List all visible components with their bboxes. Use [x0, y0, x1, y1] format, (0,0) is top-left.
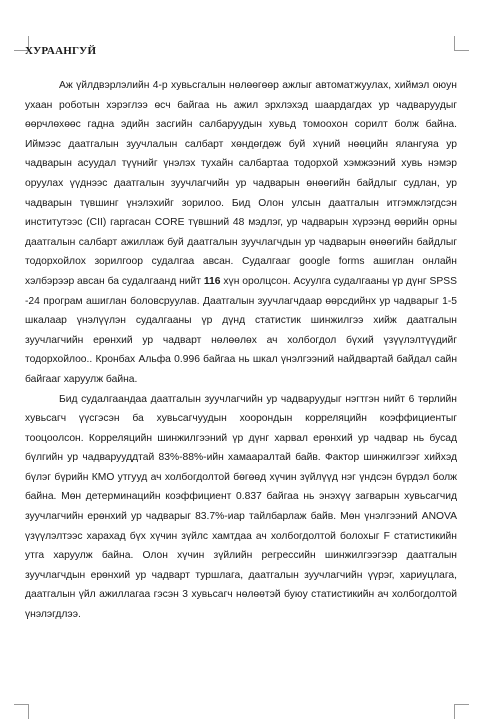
participant-count: 116 — [203, 275, 221, 287]
paragraph-1-text-b: хүн оролцсон. Асуулга судалгааны үр дүнг SPSS -24 програм ашиглан боловсруулав. Даатгалын зуучлагчдаар өөрсдийнх ур чадварыг 1-5 шкалаар үнэлүүлэн судалгааны үр дүнд статистик шинжилгээ хийж даатгалын зуучлагчийн ерөнхий ур чадварт нөлөөлөх ач холбогдол бүхий үзүүлэлтүүдийг тодорхойлоо.. Кронбах Альфа 0.996 байгаа нь шкал үнэлгээний найдвартай байдал сайн байгааг харуулж байна. — [25, 275, 457, 385]
paragraph-2: Бид судалгаандаа даатгалын зуучлагчийн ур чадваруудыг нэгтгэн нийт 6 төрлийн хувьсагч үүсгэсэн ба хувьсагчуудын хоорондын корреляцийн коэффициентыг тооцоолсон. Корреляцийн шинжилгээний үр дүнг харвал ерөнхий ур чадвар нь бусад бүлгийн ур чадварууддтай 83%-88%-ийн хамааралтай байв. Фактор шинжилгээг хийхэд бүлэг бүрийн КМО утгууд ач холбогдолтой бөгөөд хүчин зүйлүүд нэг үндсэн бүрдэл болж байна. Мөн детерминацийн коэффициент 0.837 байгаа нь энэхүү загварын хувьсагчид зуучлагчийн ерөнхий ур чадварыг 83.7%-иар тайлбарлаж байв. Мөн үнэлгээний ANOVA үзүүлэлтээс харахад бүх хүчин зүйлс хамтдаа ач холбогдолтой болохыг F статистикийн утга харуулж байна. Олон хүчин зүйлийн регрессийн шинжилгээгээр даатгалын зуучлагчдын ерөнхий ур чадварт туршлага, даатгалын зуучлагчийн үүрэг, хариуцлага, даатгалын үйл ажиллагаа гэсэн 3 хувьсагч нөлөөтэй буюу статистикийн ач холбогдолтой үнэлэгдлээ. — [25, 393, 457, 621]
paragraph-1-text-a: Аж үйлдвэрлэлийн 4-р хувьсгалын нөлөөгөөр ажлыг автоматжуулах, хиймэл оюун ухаан роботын хэрэглээ өсч байгаа нь ажил эрхлэхэд шаардагдах ур чадваруудыг өөрчлөхөөс гадна эдийн засгийн салбаруудын хувьд томоохон сорилт болж байна. Иймээс даатгалын зуучлалын салбарт хөндөгдөж буй хүний нөөцийн ялангуяа ур чадварын асуудал түүнийг үнэлэх тухайн салбартаа тодорхой хэмжээний хувь нэмэр оруулах үүднээс даатгалын зуучлагчийн ур чадварын өнөөгийн байдлыг судлан, ур чадварын түвшинг үнэлэхийг зорилоо. Бид Олон улсын даатгалын итгэмжлэгдсэн институтээс (CII) гаргасан CORE түвшний 48 мэдлэг, ур чадварын хүрээнд өөрийн орны даатгалын салбарт ажиллаж буй даатгалын зуучлагчдын ур чадварын өнөөгийн байдлыг тодорхойлох зорилгоор судалгаа авсан. Судалгааг google forms ашиглан онлайн хэлбэрээр авсан ба судалгаанд нийт — [25, 80, 457, 287]
top-right-margin-mark — [454, 36, 469, 51]
page-heading: ХУРААНГУЙ — [25, 45, 97, 57]
bottom-left-margin-mark — [14, 704, 29, 719]
paragraph-1 — [25, 76, 457, 390]
bottom-right-margin-mark — [454, 704, 469, 719]
document-body — [25, 76, 457, 625]
